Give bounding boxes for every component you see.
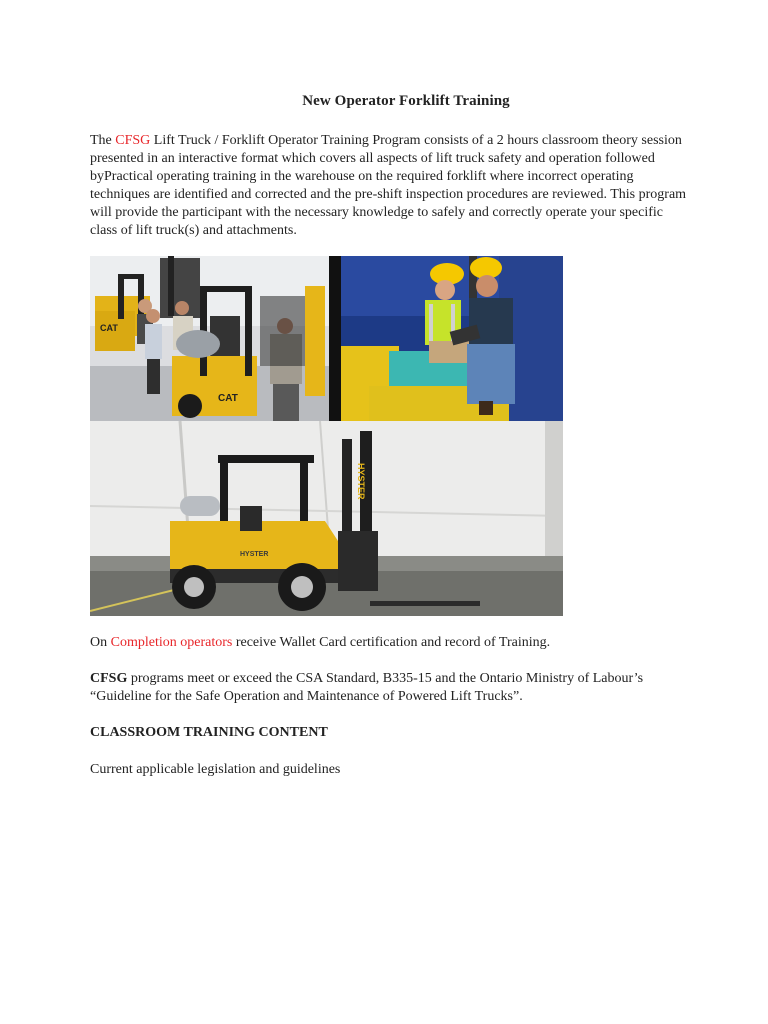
hyster-body-label: HYSTER [240, 551, 269, 558]
photo-hyster-forklift [90, 421, 563, 616]
photo-collage [90, 256, 563, 616]
cat-label-2: CAT [218, 393, 238, 404]
completion-paragraph: On Completion operators receive Wallet Card certification and record of Training. [90, 635, 551, 650]
brand-name: CFSG [115, 133, 151, 148]
cat-label-1: CAT [100, 323, 118, 333]
standards-paragraph: CFSG programs meet or exceed the CSA Standard, B335-15 and the Ontario Ministry of Labour’s “Guideline for the Safe Operation and Maintenance of Powered Lift Trucks”. [90, 671, 644, 704]
photo-hardhat-workers [329, 256, 563, 421]
completion-highlight: Completion operators [110, 635, 233, 650]
page-title: New Operator Forklift Training [302, 93, 510, 109]
hyster-mast-label: HYSTER [356, 463, 366, 500]
section-list-item: Current applicable legislation and guidelines [90, 762, 341, 777]
brand-name-bold: CFSG [90, 671, 128, 686]
photo-group-inspection [90, 256, 329, 421]
section-heading: CLASSROOM TRAINING CONTENT [90, 725, 328, 740]
intro-paragraph: The CFSG Lift Truck / Forklift Operator Training Program consists of a 2 hours classroom theory session presented in an interactive format which covers all aspects of lift truck safety and operation followed byPractical operating training in the warehouse on the required forklift where incorrect operating techniques are identified and corrected and the pre-shift inspection procedures are reviewed. This program will provide the participant with the necessary knowledge to safely and correctly operate your specific class of lift truck(s) and attachments. [90, 133, 687, 238]
